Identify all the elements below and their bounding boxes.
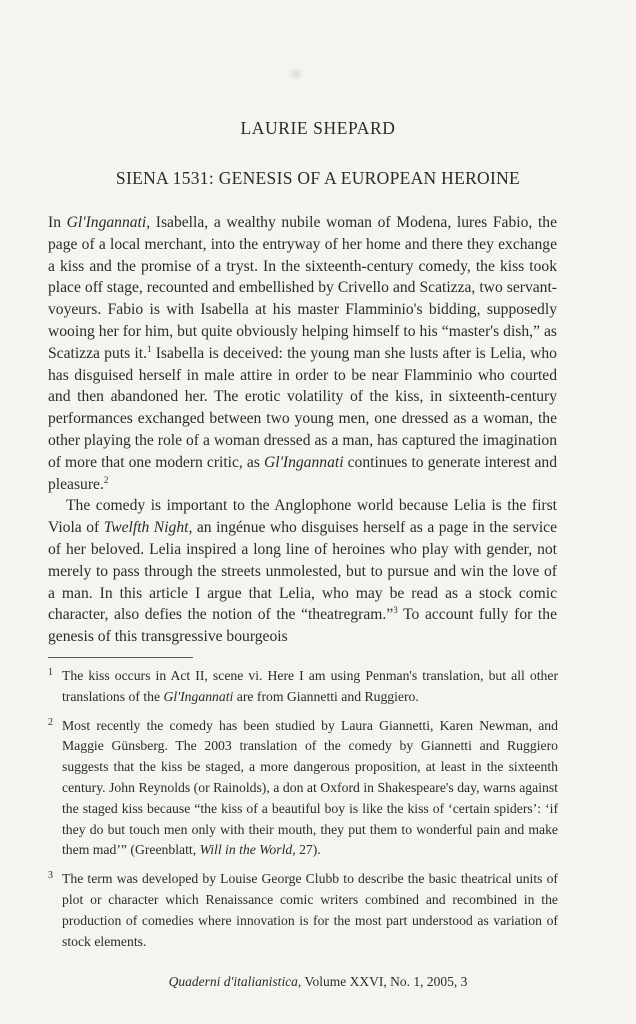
- footnote-2: [48, 716, 558, 862]
- text-run: 27).: [295, 842, 321, 858]
- footnote-1: [48, 666, 558, 708]
- play-title: Twelfth Night,: [103, 519, 193, 537]
- paragraph-2: [48, 495, 557, 648]
- footnotes: [48, 666, 558, 960]
- text-run: continues to generate interest and pleasure.: [48, 453, 557, 493]
- text-run: Isabella is deceived: the young man she lusts after is Lelia, who has disguised herself in male attire in order to be near Flamminio who courted and then abandoned her. The erotic volatility of the kiss, in sixteenth-century performances exchanged between two young men, one dressed as a woman, the other playing the role of a woman dressed as a man, has captured the imagination of more that one modern critic, as: [48, 344, 557, 471]
- footnote-ref-3[interactable]: 3: [393, 605, 398, 616]
- text-run: In: [48, 214, 67, 231]
- text-run: The kiss occurs in Act II, scene vi. Here I am using Penman's translation, but all other translations of the: [62, 668, 558, 704]
- paragraph-1: [48, 212, 557, 495]
- volume-info: Volume XXVI, No. 1, 2005, 3: [301, 974, 468, 989]
- text-run: To account fully for the genesis of this transgressive bourgeois: [48, 606, 557, 646]
- text-run: The term was developed by Louise George Clubb to describe the basic theatrical units of plot or character which Renaissance comic writers combined and recombined in the production of comedies where innovation is for the most part understood as variation of stock elements.: [62, 871, 558, 949]
- footnote-text: [62, 666, 558, 708]
- footnote-3: [48, 869, 558, 952]
- text-run: are from Giannetti and Ruggiero.: [233, 688, 419, 704]
- article-body: [48, 212, 557, 648]
- footnote-text: [62, 869, 558, 952]
- text-run: Most recently the comedy has been studied by Laura Giannetti, Karen Newman, and Maggie Günsberg. The 2003 translation of the comedy by Giannetti and Ruggiero suggests that the kiss be staged, a more dangerous proposition, at least in the sixteenth century. John Reynolds (or Rainolds), a don at Oxford in Shakespeare's day, warns against the staged kiss because “the kiss of a beautiful boy is like the kiss of ‘certain spiders’: ‘if they do but touch men only with their mouth, they put them to wonderful pain and make them mad’” (Greenblatt,: [62, 717, 558, 858]
- footnote-ref-1[interactable]: 1: [146, 343, 152, 354]
- journal-name: Quaderni d'italianistica,: [168, 974, 302, 989]
- page-smudge: [291, 70, 301, 78]
- text-run: The comedy is important to the Anglophone world because Lelia is the first Viola of: [48, 497, 557, 537]
- text-run: an ingénue who disguises herself as a page in the service of her beloved. Lelia inspired a long line of heroines who play with gender, not merely to pass through the streets unmolested, but to pursue and win the love of a man. In this article I argue that Lelia, who may be read as a stock comic character, also defies the notion of the “theatregram.”: [48, 519, 558, 624]
- footnote-text: [62, 716, 558, 862]
- footnote-number: 3: [48, 870, 53, 882]
- footnote-number: 2: [48, 716, 53, 728]
- play-title: Gl'Ingannati: [263, 453, 344, 471]
- footnote-divider: [48, 657, 193, 658]
- book-title: Will in the World,: [199, 842, 296, 858]
- footnote-number: 1: [48, 667, 53, 678]
- text-run: Isabella, a wealthy nubile woman of Modena, lures Fabio, the page of a local merchant, into the entryway of her home and there they exchange a kiss and the promise of a tryst. In the sixteenth-century comedy, the kiss took place off stage, recounted and embellished by Crivello and Scatizza, two servant-voyeurs. Fabio is with Isabella at his master Flamminio's bidding, supposedly wooing her for him, but quite obviously helping himself to his “master's dish,” as Scatizza puts it.: [48, 214, 557, 362]
- article-title: SIENA 1531: GENESIS OF A EUROPEAN HEROINE: [115, 168, 521, 188]
- footnote-ref-2[interactable]: 2: [103, 474, 109, 485]
- play-title: Gl'Ingannati: [163, 688, 234, 704]
- article-author: LAURIE SHEPARD: [240, 118, 396, 138]
- journal-citation: [0, 974, 636, 990]
- play-title: Gl'Ingannati,: [66, 214, 151, 231]
